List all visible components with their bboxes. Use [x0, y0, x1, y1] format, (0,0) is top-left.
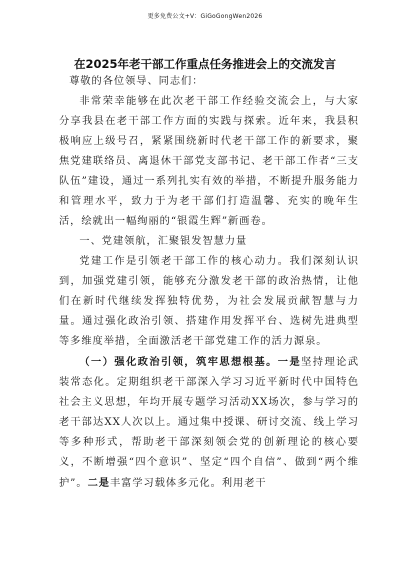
subsection-heading-1: （一）强化政治引领，筑牢思想根基。: [79, 356, 278, 368]
point-marker-1: 一是: [277, 356, 302, 368]
point-body-1: 。定期组织老干部深入学习习近平新时代中国特色社会主义思想，年均开展专题学习活动XX场次，参与学习的老干部达XX人次以上。通过集中授课、研讨交流、线上学习等多种形式，帮助老干部深刻领会党的创新理论的核心要义，不断增强“四个意识”、坚定“四个自信”、做到“两个维护”。: [59, 377, 360, 489]
point-lead-1: 坚持理论武装常态化: [59, 357, 360, 388]
point-body-2: 。利用老干: [210, 478, 267, 489]
section-heading-1: 一、党建领航，汇聚银发智慧力量: [79, 236, 248, 247]
paragraph-intro: 非常荣幸能够在此次老干部工作经验交流会上，与大家分享我县在老干部工作方面的实践与探索。近年来，我县积极响应上级号召，紧紧围绕新时代老干部工作的新要求，聚焦党建联络员、离退休干部党支部书记、老干部工作者“三支队伍”建设，通过一系列扎实有效的举措，不断提升服务能力和管理水平，致力于为老干部们打造温馨、充实的晚年生活，绘就出一幅绚丽的“银霞生辉”新画卷。: [59, 96, 359, 227]
salutation: 尊敬的各位领导、同志们：: [69, 76, 204, 87]
point-marker-2: 二是: [87, 477, 110, 489]
header-note: 更多免费公文+V：GiGoGongWen2026: [147, 13, 263, 20]
document-body: [59, 72, 359, 494]
paragraph-party-building: 党建工作是引领老干部工作的核心动力。我们深刻认识到，加强党建引领，能够充分激发老干部的政治热情，让他们在新时代继续发挥独特优势，为社会发展贡献智慧与力量。通过强化政治引领、搭建作用发挥平台、选树先进典型等多维度举措，全面激活老干部党建工作的活力源泉。: [59, 256, 359, 347]
document-title: 在2025年老干部工作重点任务推进会上的交流发言: [73, 57, 336, 71]
paragraph-political-guidance: [59, 352, 359, 494]
point-lead-2: 丰富学习载体多元化: [109, 478, 211, 489]
